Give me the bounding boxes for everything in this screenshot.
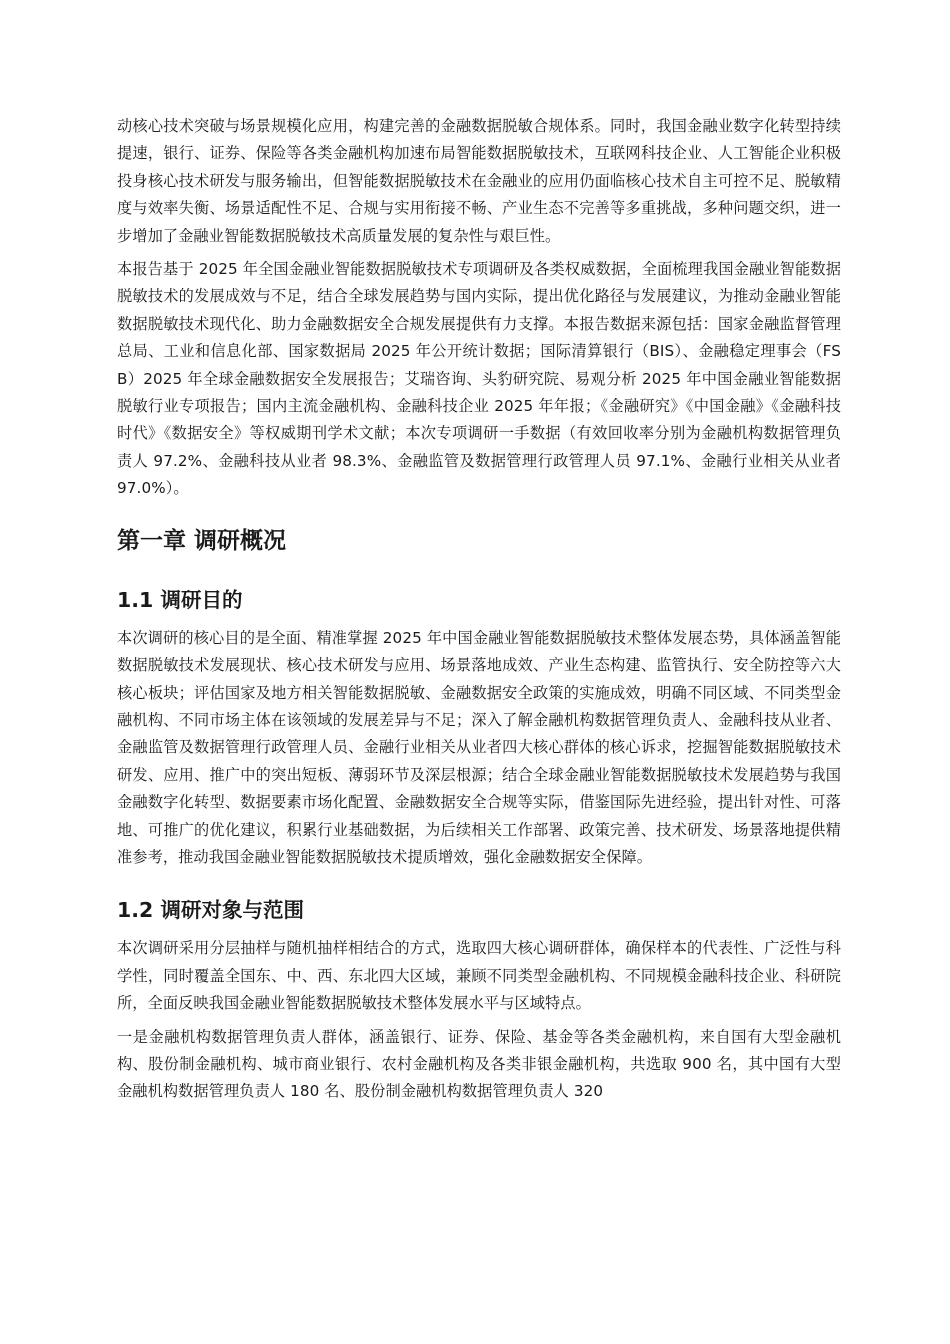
section-1-2-paragraph-2: 一是金融机构数据管理负责人群体，涵盖银行、证券、保险、基金等各类金融机构，来自国有大型金融机构、股份制金融机构、城市商业银行、农村金融机构及各类非银金融机构，共选取 900 名，其中国有大型金融机构数据管理负责人 180 名、股份制金融机构数据管理负责人 320 xyxy=(117,1027,841,1101)
section-title-1-2: 1.2 调研对象与范围 xyxy=(117,898,304,923)
document-page xyxy=(117,113,841,1112)
intro-paragraph-2: 本报告基于 2025 年全国金融业智能数据脱敏技术专项调研及各类权威数据，全面梳理我国金融业智能数据脱敏技术的发展成效与不足，结合全球发展趋势与国内实际，提出优化路径与发展建议，为推动金融业智能数据脱敏技术现代化、助力金融数据安全合规发展提供有力支撑。本报告数据来源包括：国家金融监督管理总局、工业和信息化部、国家数据局 2025 年公开统计数据；国际清算银行（BIS）、金融稳定理事会（FSB）2025 年全球金融数据安全发展报告；艾瑞咨询、头豹研究院、易观分析 2025 年中国金融业智能数据脱敏行业专项报告；国内主流金融机构、金融科技企业 2025 年年报；《金融研究》《中国金融》《金融科技时代》《数据安全》等权威期刊学术文献；本次专项调研一手数据（有效回收率分别为金融机构数据管理负责人 97.2%、金融科技从业者 98.3%、金融监管及数据管理行政管理人员 97.1%、金融行业相关从业者 97.0%）。 xyxy=(117,260,841,498)
section-1-2-paragraph-1: 本次调研采用分层抽样与随机抽样相结合的方式，选取四大核心调研群体，确保样本的代表性、广泛性与科学性，同时覆盖全国东、中、西、东北四大区域，兼顾不同类型金融机构、不同规模金融科技企业、科研院所，全面反映我国金融业智能数据脱敏技术整体发展水平与区域特点。 xyxy=(117,939,841,1013)
section-title-1-1: 1.1 调研目的 xyxy=(117,587,243,612)
section-1-1-paragraph: 本次调研的核心目的是全面、精准掌握 2025 年中国金融业智能数据脱敏技术整体发展态势，具体涵盖智能数据脱敏技术发展现状、核心技术研发与应用、场景落地成效、产业生态构建、监管执行、安全防控等六大核心板块；评估国家及地方相关智能数据脱敏、金融数据安全政策的实施成效，明确不同区域、不同类型金融机构、不同市场主体在该领域的发展差异与不足；深入了解金融机构数据管理负责人、金融科技从业者、金融监管及数据管理行政管理人员、金融行业相关从业者四大核心群体的核心诉求，挖掘智能数据脱敏技术研发、应用、推广中的突出短板、薄弱环节及深层根源；结合全球金融业智能数据脱敏技术发展趋势与我国金融数字化转型、数据要素市场化配置、金融数据安全合规等实际，借鉴国际先进经验，提出针对性、可落地、可推广的优化建议，积累行业基础数据，为后续相关工作部署、政策完善、技术研发、场景落地提供精准参考，推动我国金融业智能数据脱敏技术提质增效，强化金融数据安全保障。 xyxy=(117,628,841,866)
intro-paragraph-1: 动核心技术突破与场景规模化应用，构建完善的金融数据脱敏合规体系。同时，我国金融业数字化转型持续提速，银行、证券、保险等各类金融机构加速布局智能数据脱敏技术，互联网科技企业、人工智能企业积极投身核心技术研发与服务输出，但智能数据脱敏技术在金融业的应用仍面临核心技术自主可控不足、脱敏精度与效率失衡、场景适配性不足、合规与实用衔接不畅、产业生态不完善等多重挑战，多种问题交织，进一步增加了金融业智能数据脱敏技术高质量发展的复杂性与艰巨性。 xyxy=(117,117,841,245)
chapter-title: 第一章 调研概况 xyxy=(117,527,287,554)
